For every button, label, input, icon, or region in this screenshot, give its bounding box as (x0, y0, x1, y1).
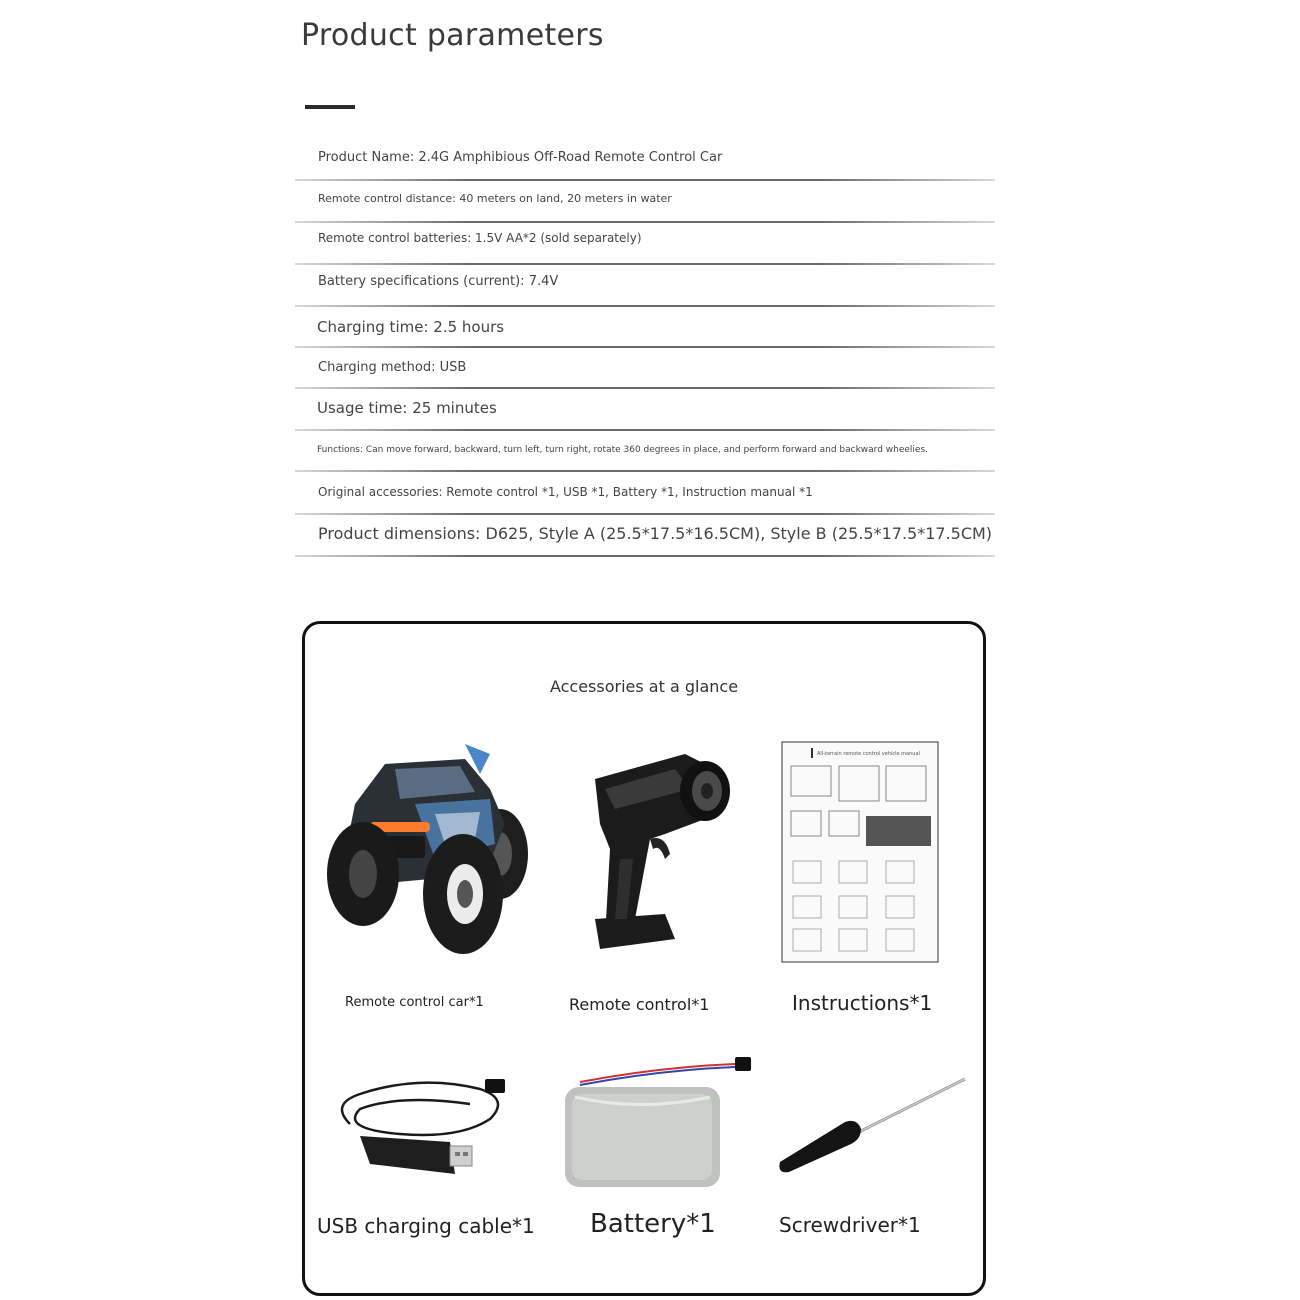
row-divider (295, 263, 995, 265)
param-text: Original accessories: Remote control *1, USB *1, Battery *1, Instruction manual *1 (318, 485, 813, 499)
usb-cable-icon (320, 1064, 520, 1174)
accessory-caption: Instructions*1 (792, 991, 933, 1015)
remote-control-icon (575, 749, 745, 954)
row-divider (295, 387, 995, 389)
row-divider (295, 429, 995, 431)
accessory-caption: Remote control car*1 (345, 995, 484, 1010)
manual-header: All-terrain remote control vehicle manual (817, 751, 920, 757)
row-divider (295, 221, 995, 223)
param-text: Product dimensions: D625, Style A (25.5*17.5*16.5CM), Style B (25.5*17.5*17.5CM) (318, 524, 993, 543)
param-text: Functions: Can move forward, backward, turn left, turn right, rotate 360 degrees in place, and perform forward and backward wheelies. (317, 445, 929, 455)
accessories-panel (302, 621, 986, 1296)
accessory-caption: Screwdriver*1 (779, 1213, 921, 1237)
row-divider (295, 346, 995, 348)
param-text: Charging method: USB (318, 360, 467, 375)
row-divider (295, 555, 995, 557)
accessory-caption: Battery*1 (590, 1209, 716, 1239)
accessory-caption: USB charging cable*1 (317, 1214, 535, 1238)
instruction-manual-icon (781, 741, 939, 963)
accessories-title: Accessories at a glance (549, 677, 739, 696)
battery-pack-icon (560, 1052, 760, 1192)
row-divider (295, 513, 995, 515)
row-divider (295, 179, 995, 181)
row-divider (295, 305, 995, 307)
accessory-caption: Remote control*1 (569, 995, 710, 1014)
param-text: Battery specifications (current): 7.4V (318, 274, 559, 289)
row-divider (295, 470, 995, 472)
param-text: Usage time: 25 minutes (317, 399, 497, 417)
param-text: Remote control distance: 40 meters on land, 20 meters in water (318, 192, 672, 205)
rc-car-icon (315, 744, 535, 964)
screwdriver-icon (775, 1074, 970, 1174)
param-text: Product Name: 2.4G Amphibious Off-Road Remote Control Car (318, 150, 723, 165)
page-title: Product parameters (301, 18, 604, 53)
param-text: Remote control batteries: 1.5V AA*2 (sold separately) (318, 231, 642, 245)
title-underline (305, 105, 355, 109)
param-text: Charging time: 2.5 hours (317, 318, 505, 336)
